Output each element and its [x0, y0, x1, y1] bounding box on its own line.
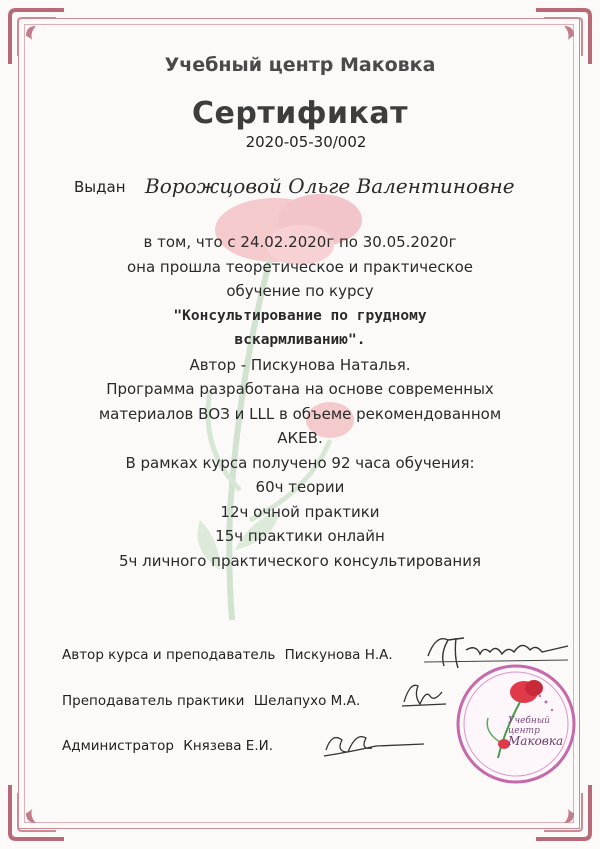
hours-line: В рамках курса получено 92 часа обучения: — [125, 453, 475, 472]
signature-role: Преподаватель практики — [62, 693, 245, 709]
certificate-body — [60, 230, 540, 573]
signature-row-admin — [62, 738, 273, 754]
signature-name: Пискунова Н.А. — [284, 647, 393, 663]
signature-name: Князева Е.И. — [183, 738, 273, 754]
stamp-line: Учебный центр — [508, 716, 550, 736]
course-title-line: "Консультирование по грудному — [173, 307, 427, 324]
stamp-text — [508, 716, 578, 746]
body-line: она прошла теоретическое и практическое — [126, 257, 474, 276]
hours-line: 60ч теории — [255, 478, 345, 496]
certificate-number: 2020-05-30/002 — [245, 133, 367, 151]
handwritten-signature-icon — [396, 672, 456, 712]
certificate-title: Сертификат — [191, 96, 409, 131]
hours-line: 5ч личного практического консультирования — [118, 551, 482, 570]
issued-label: Выдан — [74, 178, 126, 196]
course-title-line: вскармливанию". — [234, 332, 366, 348]
recipient-name: Ворожцовой Ольге Валентиновне — [145, 174, 515, 198]
signature-role: Автор курса и преподаватель — [62, 647, 276, 663]
handwritten-signature-icon — [320, 722, 430, 762]
hours-line: 15ч практики онлайн — [215, 527, 385, 545]
stamp-line: Маковка — [508, 734, 564, 748]
corner-ornament-icon — [6, 781, 68, 843]
corner-ornament-icon — [532, 781, 594, 843]
signature-name: Шелапухо М.А. — [253, 693, 361, 709]
body-line: обучение по курсу — [226, 282, 374, 300]
hours-line: 12ч очной практики — [220, 502, 380, 521]
program-line: материалов ВОЗ и LLL в объеме рекомендованном — [98, 404, 502, 423]
signature-row-author — [62, 647, 393, 663]
course-author: Автор - Пискунова Наталья. — [189, 355, 411, 374]
signature-row-practice — [62, 693, 360, 709]
organization-stamp — [454, 662, 578, 786]
program-line: Программа разработана на основе современных — [106, 380, 494, 398]
organization-name: Учебный центр Маковка — [164, 54, 436, 76]
program-line: АКЕВ. — [277, 429, 323, 447]
signature-role: Администратор — [62, 738, 174, 754]
body-line: в том, что с 24.02.2020г по 30.05.2020г — [143, 233, 457, 251]
